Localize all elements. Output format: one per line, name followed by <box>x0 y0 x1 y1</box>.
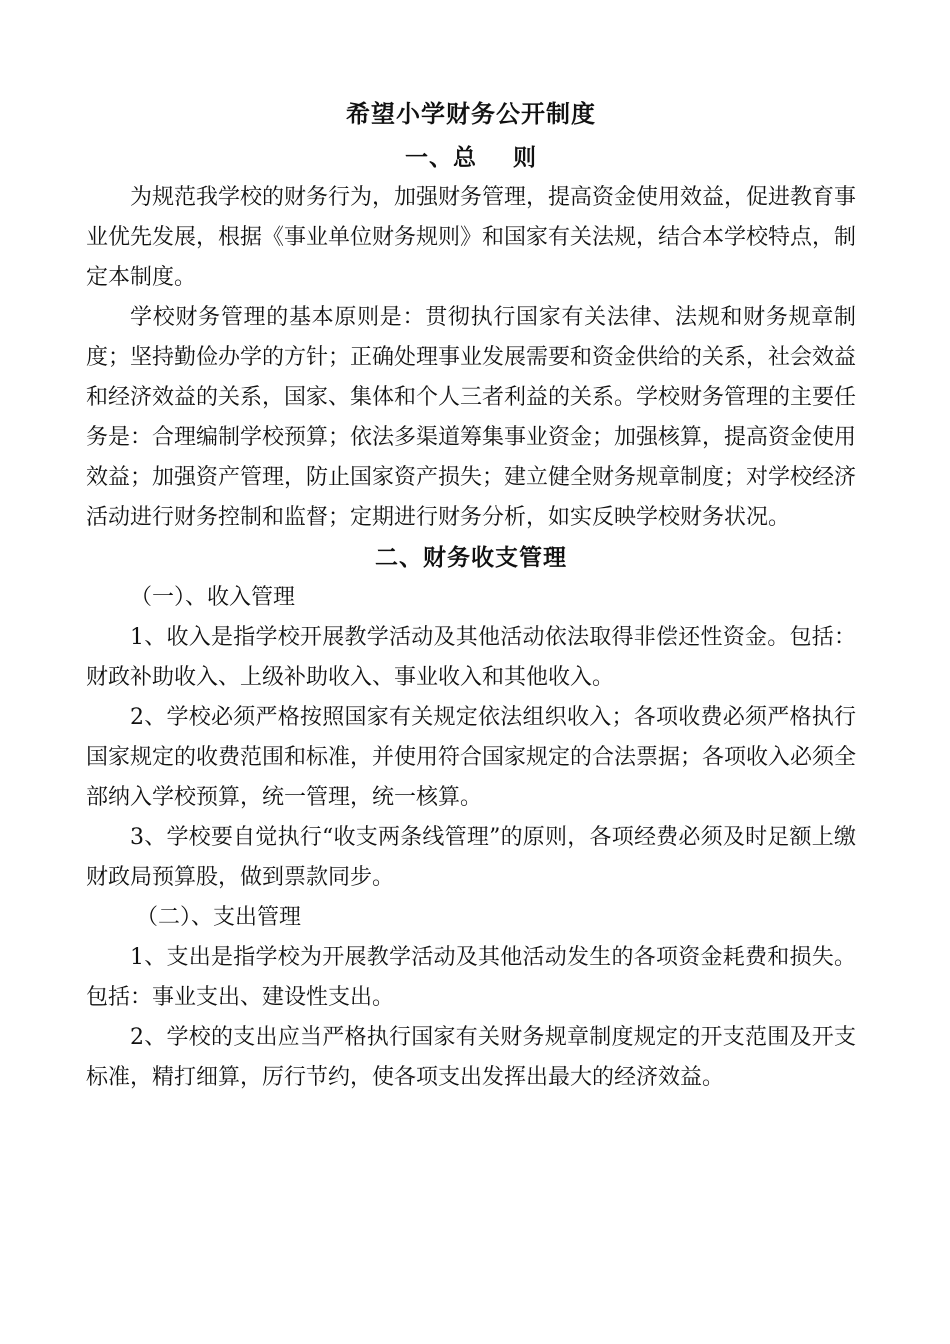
subheading-expense: （二）、支出管理 <box>136 905 302 930</box>
paragraph-expense-2: 2、学校的支出应当严格执行国家有关财务规章制度规定的开支范围及开支标准，精打细算，厉行节约，使各项支出发挥出最大的经济效益。 <box>86 1025 856 1090</box>
paragraph-income-1: 1、收入是指学校开展教学活动及其他活动依法取得非偿还性资金。包括：财政补助收入、上级补助收入、事业收入和其他收入。 <box>86 625 856 690</box>
section-heading-general: 一、总 则 <box>404 144 538 171</box>
paragraph-purpose: 为规范我学校的财务行为，加强财务管理，提高资金使用效益，促进教育事业优先发展，根据《事业单位财务规则》和国家有关法规，结合本学校特点，制定本制度。 <box>86 185 857 290</box>
paragraph-expense-1: 1、支出是指学校为开展教学活动及其他活动发生的各项资金耗费和损失。包括：事业支出、建设性支出。 <box>86 945 856 1010</box>
section-heading-finance: 二、财务收支管理 <box>375 544 567 571</box>
document-title: 希望小学财务公开制度 <box>346 99 596 128</box>
paragraph-principles: 学校财务管理的基本原则是：贯彻执行国家有关法律、法规和财务规章制度；坚持勤俭办学的方针；正确处理事业发展需要和资金供给的关系，社会效益和经济效益的关系，国家、集体和个人三者利益的关系。学校财务管理的主要任务是：合理编制学校预算；依法多渠道筹集事业资金；加强核算，提高资金使用效益；加强资产管理，防止国家资产损失；建立健全财务规章制度；对学校经济活动进行财务控制和监督；定期进行财务分析，如实反映学校财务状况。 <box>86 305 857 530</box>
subheading-income: （一）、收入管理 <box>130 585 296 610</box>
paragraph-income-3: 3、学校要自觉执行“收支两条线管理”的原则，各项经费必须及时足额上缴财政局预算股，做到票款同步。 <box>86 825 856 890</box>
document-page <box>86 98 856 1098</box>
paragraph-income-2: 2、学校必须严格按照国家有关规定依法组织收入；各项收费必须严格执行国家规定的收费范围和标准，并使用符合国家规定的合法票据；各项收入必须全部纳入学校预算，统一管理，统一核算。 <box>86 705 857 810</box>
